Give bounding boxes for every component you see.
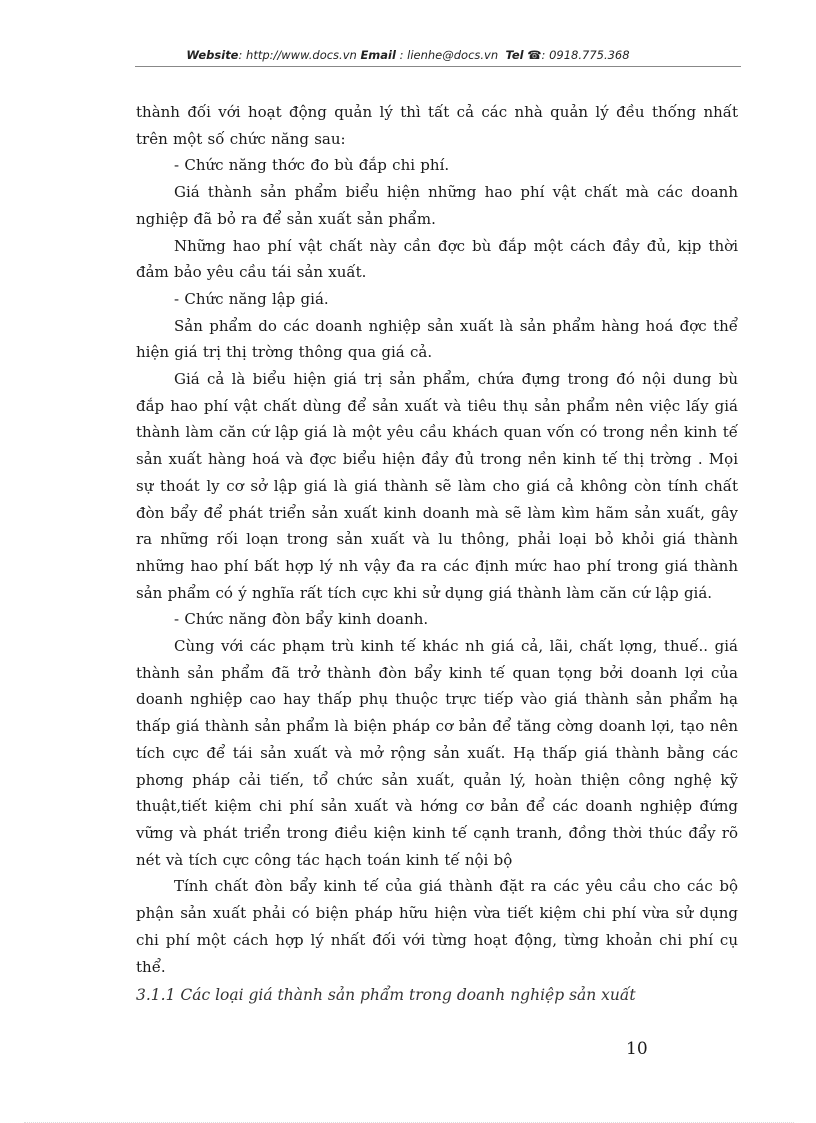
paragraph-1: thành đối với hoạt động quản lý thì tất cả các nhà quản lý đều thống nhất trên một số chức năng sau: (136, 103, 738, 148)
paragraph-10: Tính chất đòn bẩy kinh tế của giá thành đặt ra các yêu cầu cho các bộ phận sản xuất phải có biện pháp hữu hiện vừa tiết kiệm chi phí vừa sử dụng chi phí một cách hợp lý nhất đối với từng hoạt động, từng khoản chi phí cụ thể. (136, 877, 738, 976)
body-text (136, 99, 738, 980)
section-heading: 3.1.1 Các loại giá thành sản phẩm trong doanh nghiệp sản xuất (136, 986, 636, 1004)
paragraph-7: Giá cả là biểu hiện giá trị sản phẩm, chứa đựng trong đó nội dung bù đắp hao phí vật chất dùng để sản xuất và tiêu thụ sản phẩm nên việc lấy giá thành làm căn cứ lập giá là một yêu cầu khách quan vốn có trong nền kinh tế sản xuất hàng hoá và đợc biểu hiện đầy đủ trong nền kinh tế thị trờng . Mọi sự thoát ly cơ sở lập giá là giá thành sẽ làm cho giá cả không còn tính chất đòn bẩy để phát triển sản xuất kinh doanh mà sẽ làm kìm hãm sản xuất, gây ra những rối loạn trong sản xuất và lu thông, phải loại bỏ khỏi giá thành những hao phí bất hợp lý nh vậy đa ra các định mức hao phí trong giá thành sản phẩm có ý nghĩa rất tích cực khi sử dụng giá thành làm căn cứ lập giá. (136, 370, 738, 602)
page-header (0, 48, 816, 62)
email-label: Email (360, 48, 396, 62)
paragraph-8: - Chức năng đòn bẩy kinh doanh. (174, 610, 429, 629)
paragraph-4: Những hao phí vật chất này cần đợc bù đắp một cách đầy đủ, kịp thời đảm bảo yêu cầu tái sản xuất. (136, 236, 738, 282)
website-label: Website (186, 48, 239, 62)
email-value: : lienhe@docs.vn (399, 48, 499, 62)
paragraph-6: Sản phẩm do các doanh nghiệp sản xuất là sản phẩm hàng hoá đợc thể hiện giá trị thị trờng thông qua giá cả. (136, 316, 738, 362)
paragraph-9: Cùng với các phạm trù kinh tế khác nh giá cả, lãi, chất lợng, thuế.. giá thành sản phẩm đã trở thành đòn bẩy kinh tế quan tọng bởi doanh lợi của doanh nghiệp cao hay thấp phụ thuộc trực tiếp vào giá thành sản phẩm hạ thấp giá thành sản phẩm là biện pháp cơ bản để tăng cờng doanh lợi, tạo nên tích cực để tái sản xuất và mở rộng sản xuất. Hạ thấp giá thành bằng các phơng pháp cải tiến, tổ chức sản xuất, quản lý, hoàn thiện công nghệ kỹ thuật,tiết kiệm chi phí sản xuất và hớng cơ bản để các doanh nghiệp đứng vững và phát triển trong điều kiện kinh tế cạnh tranh, đồng thời thúc đẩy rõ nét và tích cực công tác hạch toán kinh tế nội bộ (136, 637, 738, 869)
tel-value: ☎: 0918.775.368 (527, 48, 630, 62)
website-value: : http://www.docs.vn (238, 48, 357, 62)
paragraph-3: Giá thành sản phẩm biểu hiện những hao phí vật chất mà các doanh nghiệp đã bỏ ra để sản xuất sản phẩm. (136, 183, 738, 228)
paragraph-5: - Chức năng lập giá. (174, 289, 329, 308)
paragraph-2: - Chức năng thớc đo bù đắp chi phí. (174, 156, 450, 175)
page-number: 10 (626, 1039, 648, 1059)
tel-label: Tel (505, 48, 524, 62)
header-divider (135, 66, 741, 67)
